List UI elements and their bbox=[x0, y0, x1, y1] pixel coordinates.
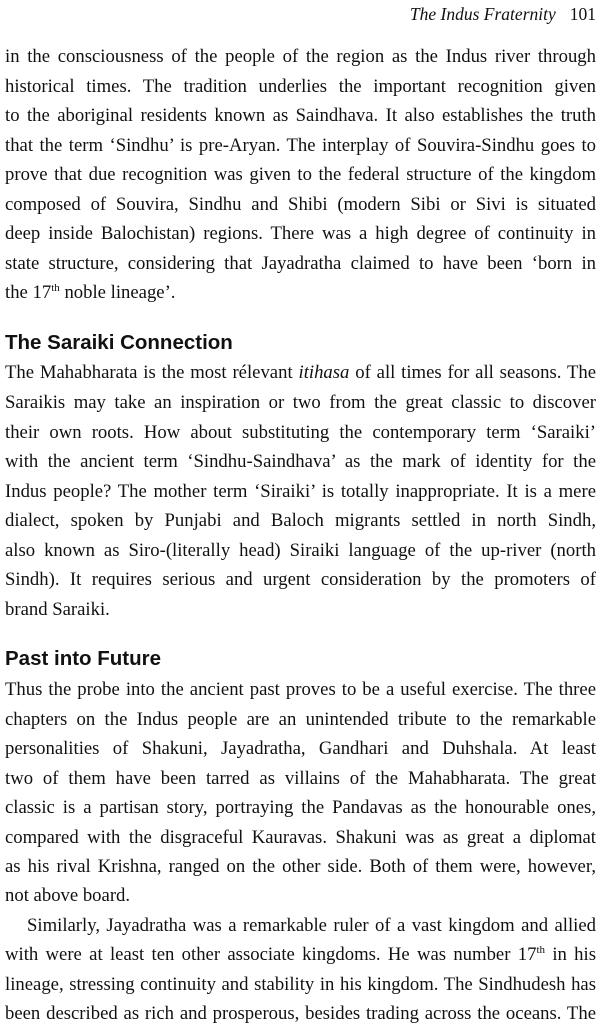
text-line bbox=[5, 940, 596, 970]
text-line: prove that due recognition was given to the federal structure of the kingdom bbox=[5, 164, 596, 185]
text-line: state structure, considering that Jayadratha claimed to have been ‘born in bbox=[5, 253, 596, 274]
text-line: Saraikis may take an inspiration or two from the great classic to discover bbox=[5, 392, 596, 413]
page-number: 101 bbox=[569, 4, 596, 24]
text-line: chapters on the Indus people are an unintended tribute to the remarkable bbox=[5, 709, 596, 730]
text-line: dialect, spoken by Punjabi and Baloch migrants settled in north Sindh, bbox=[5, 510, 596, 531]
text-line: as his rival Krishna, ranged on the other side. Both of them were, however, bbox=[5, 856, 596, 877]
superscript: th bbox=[51, 282, 60, 294]
text-line: two of them have been tarred as villains of the Mahabharata. The great bbox=[5, 768, 596, 789]
text-line: Indus people? The mother term ‘Siraiki’ is totally inappropriate. It is a mere bbox=[5, 481, 596, 502]
text-fragment: The Mahabharata is the most rélevant bbox=[5, 362, 299, 383]
text-line: with the ancient term ‘Sindhu-Saindhava’ as the mark of identity for the bbox=[5, 451, 596, 472]
text-fragment: of all times for all seasons. The bbox=[349, 362, 597, 383]
section-heading: The Saraiki Connection bbox=[5, 331, 233, 354]
text-line: classic is a partisan story, portraying the Pandavas as the honourable ones, bbox=[5, 797, 596, 818]
text-line: to the aboriginal residents known as Saindhava. It also establishes the truth bbox=[5, 105, 596, 126]
text-line: brand Saraiki. bbox=[5, 599, 110, 620]
book-page bbox=[5, 0, 597, 1024]
text-line: also known as Siro-(literally head) Siraiki language of the up-river (north bbox=[5, 540, 596, 561]
text-line: Sindh). It requires serious and urgent consideration by the promoters of bbox=[5, 569, 596, 590]
text-line: composed of Souvira, Sindhu and Shibi (modern Sibi or Sivi is situated bbox=[5, 194, 596, 215]
text-line: deep inside Balochistan) regions. There was a high degree of continuity in bbox=[5, 223, 596, 244]
running-title: The Indus Fraternity bbox=[409, 4, 556, 24]
text-line: their own roots. How about substituting the contemporary term ‘Saraiki’ bbox=[5, 422, 596, 443]
text-fragment: in his bbox=[545, 944, 596, 965]
text-line: lineage, stressing continuity and stability in his kingdom. The Sindhudesh has bbox=[5, 974, 596, 995]
text-line: personalities of Shakuni, Jayadratha, Gandhari and Duhshala. At least bbox=[5, 738, 596, 759]
text-line bbox=[5, 358, 596, 388]
italic-term: itihasa bbox=[298, 362, 350, 383]
superscript: th bbox=[536, 944, 545, 956]
text-fragment: the 17 bbox=[5, 282, 52, 303]
section-heading: Past into Future bbox=[5, 647, 162, 670]
text-line: been described as rich and prosperous, besides trading across the oceans. The bbox=[5, 1003, 596, 1024]
text-line: Similarly, Jayadratha was a remarkable ruler of a vast kingdom and allied bbox=[27, 915, 596, 936]
text-line: that the term ‘Sindhu’ is pre-Aryan. The interplay of Souvira-Sindhu goes to bbox=[5, 135, 596, 156]
running-header bbox=[410, 2, 596, 26]
text-line bbox=[5, 278, 596, 308]
text-fragment: noble lineage’. bbox=[59, 282, 176, 303]
text-line: not above board. bbox=[5, 885, 131, 906]
text-line: compared with the disgraceful Kauravas. Shakuni was as great a diplomat bbox=[5, 827, 596, 848]
text-line: Thus the probe into the ancient past proves to be a useful exercise. The three bbox=[5, 679, 596, 700]
text-line: in the consciousness of the people of the region as the Indus river through bbox=[5, 46, 596, 67]
text-line: historical times. The tradition underlies the important recognition given bbox=[5, 76, 596, 97]
text-fragment: with were at least ten other associate kingdoms. He was number 17 bbox=[5, 944, 537, 965]
